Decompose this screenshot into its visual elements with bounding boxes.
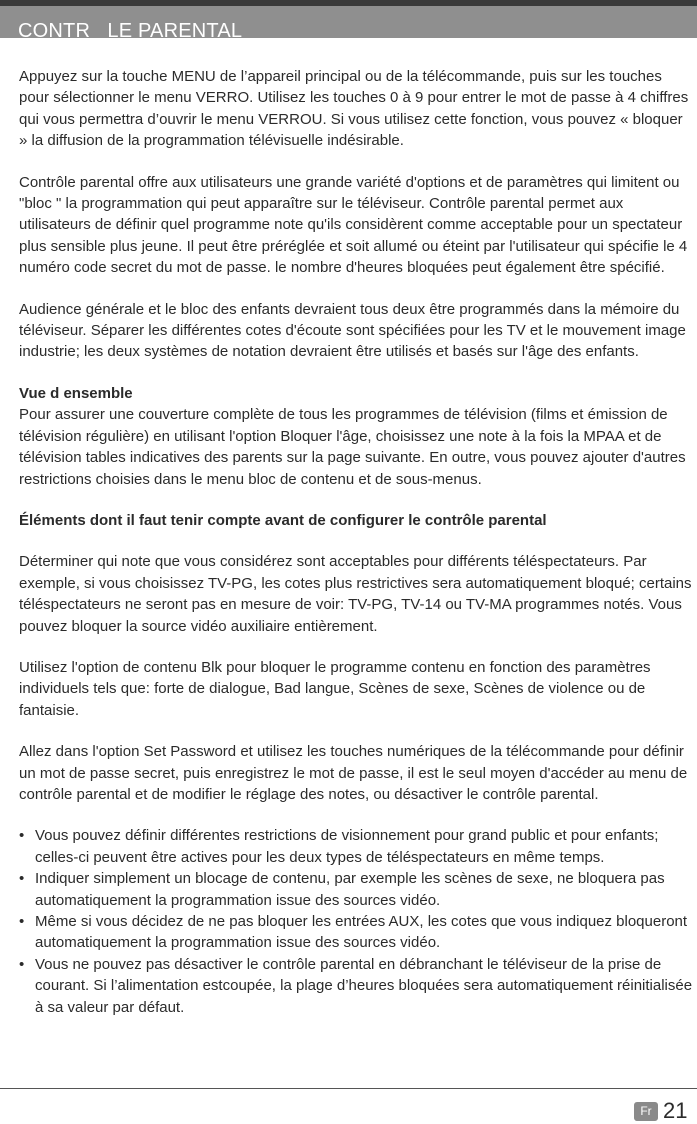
bullet-icon: •	[19, 827, 25, 845]
password-paragraph: Allez dans l'option Set Password et utilisez les touches numériques de la télécommande pour définir un mot de passe secret, puis enregistrez le mot de passe, il est le seul moyen d'accéder au menu de contrôle parental et de modifier le réglage des notes, ou désactiver le contrôle parental.	[19, 743, 688, 803]
parental-control-paragraph: Contrôle parental offre aux utilisateurs une grande variété d'options et de paramètres qui limitent ou "bloc " la programmation qui peut apparaître sur le téléviseur. Contrôle parental permet aux utilisateurs de définir quel programme note qu'ils considèrent comme acceptable pour un spectateur plus sensible plus jeune. Il peut être préréglée et soit allumé ou éteint par l'utilisateur qui spécifie le 4 numéro code secret du mot de passe. le nombre d'heures bloquées peut également être spécifié.	[19, 173, 688, 277]
audience-paragraph: Audience générale et le bloc des enfants devraient tous deux être programmés dans la mémoire du téléviseur. Séparer les différentes cotes d'écoute sont spécifiées pour les TV et le mouvement image industrie; les deux systèmes de notation devraient être utilisés et basés sur l'âge des enfants.	[19, 300, 686, 361]
page-number: 21	[663, 1098, 688, 1123]
list-item: • Indiquer simplement un blocage de contenu, par exemple les scènes de sexe, ne bloquera pas automatiquement la programmation issue des sources vidéo.	[19, 870, 665, 909]
language-badge: Fr	[634, 1102, 658, 1121]
bullet-icon: •	[19, 870, 25, 888]
document-body	[19, 66, 695, 1018]
bullet-icon: •	[19, 955, 25, 973]
list-item: • Vous ne pouvez pas désactiver le contrôle parental en débranchant le téléviseur de la prise de courant. Si l’alimentation estcoupée, la plage d’heures bloquées sera automatiquement réinitialisée à sa valeur par défaut.	[19, 955, 693, 1016]
overview-heading: Vue d ensemble	[19, 384, 133, 402]
notes-list	[19, 825, 695, 1018]
list-item: • Même si vous décidez de ne pas bloquer les entrées AUX, les cotes que vous indiquez bloqueront automatiquement la programmation issue des sources vidéo.	[19, 913, 688, 952]
footer-rule	[0, 1088, 697, 1089]
intro-paragraph: Appuyez sur la touche MENU de l’appareil principal ou de la télécommande, puis sur les touches pour sélectionner le menu VERRO. Utilisez les touches 0 à 9 pour entrer le mot de passe à 4 chiffres qui vous permettra d’ouvrir le menu VERROU. Si vous utilisez cette fonction, vous pouvez « bloquer » la diffusion de la programmation télévisuelle indésirable.	[19, 68, 689, 150]
list-item: • Vous pouvez définir différentes restrictions de visionnement pour grand public et pour enfants; celles-ci peuvent être actives pour les deux types de téléspectateurs en même temps.	[19, 827, 659, 866]
bullet-icon: •	[19, 913, 25, 930]
overview-paragraph: Pour assurer une couverture complète de tous les programmes de télévision (films et émission de télévision régulière) en utilisant l'option Bloquer l'âge, choisissez une note à la fois la MPAA et de télévision tables indicatives des parents sur la page suivante. En outre, vous pouvez ajouter d'autres restrictions choisies dans le menu bloc de contenu et de sous-menus.	[19, 406, 686, 488]
ratings-paragraph: Déterminer qui note que vous considérez sont acceptables pour différents téléspectateurs. Par exemple, si vous choisissez TV-PG, les cotes plus restrictives sera automatiquement bloqué; certains téléspectateurs ne seront pas en mesure de voir: TV-PG, TV-14 ou TV-MA programmes notés. Vous pouvez bloquer la source vidéo auxiliaire entièrement.	[19, 553, 692, 635]
content-block-paragraph: Utilisez l'option de contenu Blk pour bloquer le programme contenu en fonction des paramètres individuels tels que: forte de dialogue, Bad langue, Scènes de sexe, Scènes de violence ou de fantaisie.	[19, 658, 651, 719]
elements-heading: Éléments dont il faut tenir compte avant de configurer le contrôle parental	[19, 511, 547, 529]
page-title: CONTR LE PARENTAL	[18, 20, 243, 42]
